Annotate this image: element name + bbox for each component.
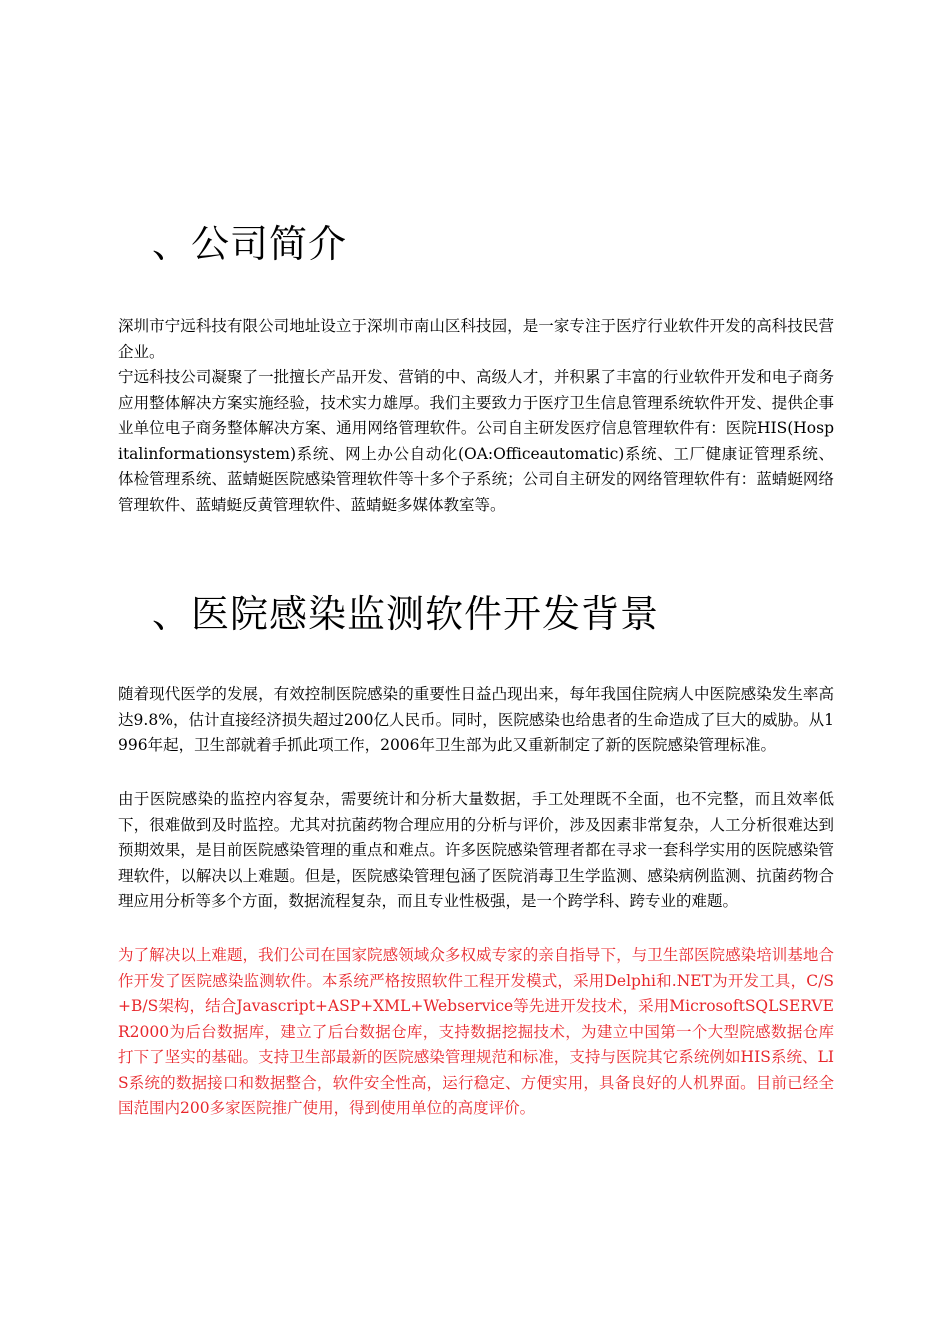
section-heading-company-intro: 、公司简介 (152, 222, 348, 266)
company-intro-paragraph: 深圳市宁远科技有限公司地址设立于深圳市南山区科技园，是一家专注于医疗行业软件开发的高科技民营企业。 (118, 317, 834, 361)
company-products-paragraph: 宁远科技公司凝聚了一批擅长产品开发、营销的中、高级人才，并积累了丰富的行业软件开发和电子商务应用整体解决方案实施经验，技术实力雄厚。我们主要致力于医疗卫生信息管理系统软件开发、提供企事业单位电子商务整体解决方案、通用网络管理软件。公司自主研发医疗信息管理软件有：医院HIS(Hospitalinformationsystem)系统、网上办公自动化(OA:Officeautomatic)系统、工厂健康证管理系统、体检管理系统、蓝蜻蜓医院感染管理软件等十多个子系统；公司自主研发的网络管理软件有：蓝蜻蜓网络管理软件、蓝蜻蜓反黄管理软件、蓝蜻蜓多媒体教室等。 (118, 368, 834, 514)
section-heading-background: 、医院感染监测软件开发背景 (152, 592, 660, 636)
background-paragraph-1: 随着现代医学的发展，有效控制医院感染的重要性日益凸现出来，每年我国住院病人中医院感染发生率高达9.8%，估计直接经济损失超过200亿人民币。同时，医院感染也给患者的生命造成了巨大的威胁。从1996年起，卫生部就着手抓此项工作，2006年卫生部为此又重新制定了新的医院感染管理标准。 (118, 685, 834, 754)
background-paragraph-highlighted: 为了解决以上难题，我们公司在国家院感领域众多权威专家的亲自指导下，与卫生部医院感染培训基地合作开发了医院感染监测软件。本系统严格按照软件工程开发模式，采用Delphi和.NET为开发工具，C/S+B/S架构，结合Javascript+ASP+XML+Webservice等先进开发技术，采用MicrosoftSQLSERVER2000为后台数据库，建立了后台数据仓库，支持数据挖掘技术，为建立中国第一个大型院感数据仓库打下了坚实的基础。支持卫生部最新的医院感染管理规范和标准，支持与医院其它系统例如HIS系统、LIS系统的数据接口和数据整合，软件安全性高，运行稳定、方便实用，具备良好的人机界面。目前已经全国范围内200多家医院推广使用，得到使用单位的高度评价。 (118, 946, 834, 1117)
background-paragraph-2: 由于医院感染的监控内容复杂，需要统计和分析大量数据，手工处理既不全面，也不完整，而且效率低下，很难做到及时监控。尤其对抗菌药物合理应用的分析与评价，涉及因素非常复杂，人工分析很难达到预期效果，是目前医院感染管理的重点和难点。许多医院感染管理者都在寻求一套科学实用的医院感染管理软件，以解决以上难题。但是，医院感染管理包涵了医院消毒卫生学监测、感染病例监测、抗菌药物合理应用分析等多个方面，数据流程复杂，而且专业性极强，是一个跨学科、跨专业的难题。 (118, 790, 834, 910)
